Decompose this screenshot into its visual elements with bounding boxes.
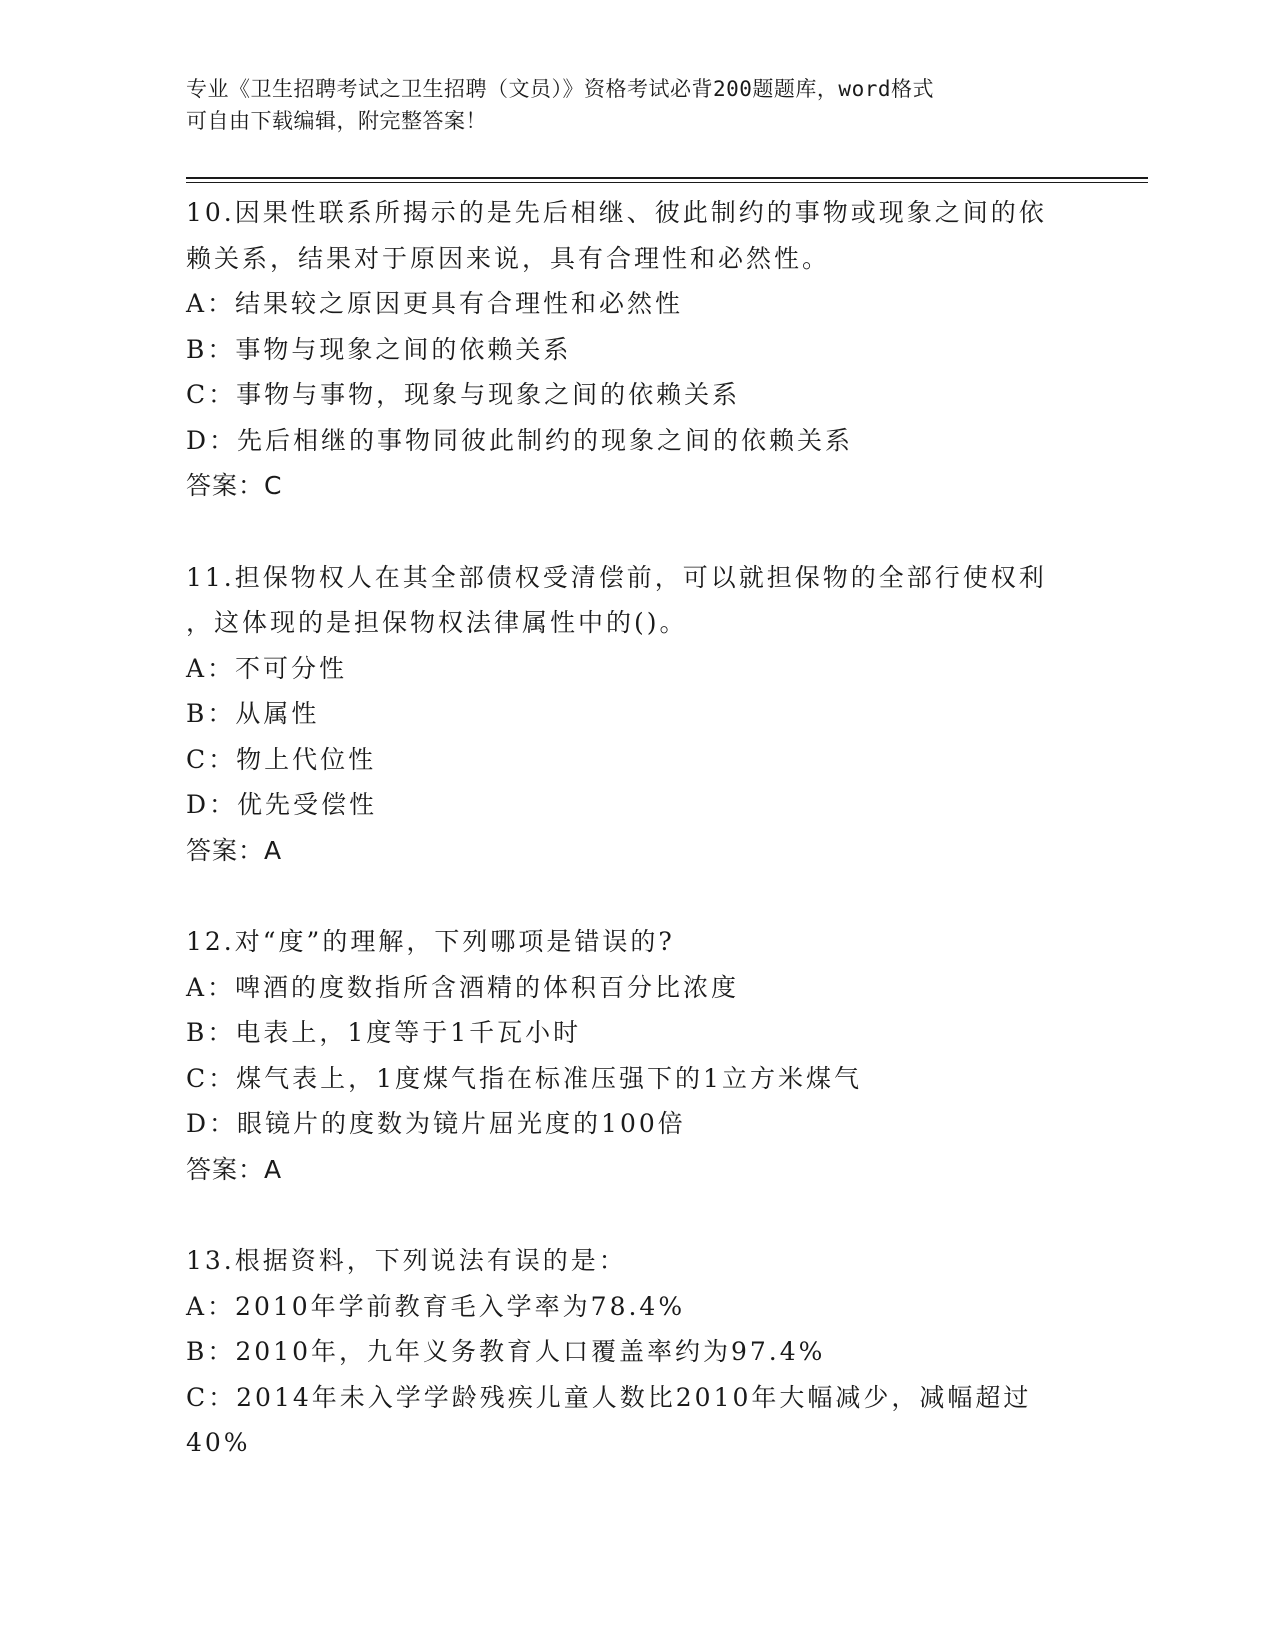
option-a: A：结果较之原因更具有合理性和必然性 bbox=[186, 289, 684, 318]
option-c: C：物上代位性 bbox=[186, 744, 377, 774]
document-header bbox=[186, 73, 1086, 137]
question-stem: 赖关系，结果对于原因来说，具有合理性和必然性。 bbox=[186, 243, 831, 273]
option-d: D：优先受偿性 bbox=[186, 790, 378, 819]
option-b: B：2010年，九年义务教育人口覆盖率约为97.4% bbox=[186, 1337, 826, 1366]
option-c: C：2014年未入学学龄残疾儿童人数比2010年大幅减少，减幅超过 bbox=[186, 1382, 1032, 1412]
question-stem: 10.因果性联系所揭示的是先后相继、彼此制约的事物或现象之间的依 bbox=[186, 198, 1047, 227]
header-divider bbox=[186, 177, 1148, 179]
option-c: C：事物与事物，现象与现象之间的依赖关系 bbox=[186, 380, 741, 409]
option-a: A：啤酒的度数指所含酒精的体积百分比浓度 bbox=[186, 972, 740, 1002]
header-divider-thin bbox=[186, 182, 1148, 183]
header-line: 可自由下载编辑，附完整答案！ bbox=[186, 109, 487, 133]
option-a: A：2010年学前教育毛入学率为78.4% bbox=[186, 1291, 686, 1321]
question-10 bbox=[186, 190, 1086, 509]
question-stem: 12.对“度”的理解，下列哪项是错误的? bbox=[186, 927, 675, 956]
answer-line: 答案：A bbox=[186, 835, 283, 865]
option-c-continued: 40% bbox=[186, 1428, 251, 1457]
option-a: A：不可分性 bbox=[186, 653, 348, 683]
header-line: 专业《卫生招聘考试之卫生招聘（文员）》资格考试必背200题题库，word格式 bbox=[186, 77, 934, 101]
question-stem: 11.担保物权人在其全部债权受清偿前，可以就担保物的全部行使权利 bbox=[186, 562, 1047, 592]
question-list bbox=[186, 190, 1086, 1512]
option-c: C：煤气表上，1度煤气指在标准压强下的1立方米煤气 bbox=[186, 1063, 862, 1093]
answer-line: 答案：A bbox=[186, 1154, 283, 1184]
question-stem: ，这体现的是担保物权法律属性中的()。 bbox=[186, 608, 688, 637]
option-b: B：电表上，1度等于1千瓦小时 bbox=[186, 1018, 582, 1047]
option-b: B：事物与现象之间的依赖关系 bbox=[186, 334, 572, 364]
answer-line: 答案：C bbox=[186, 471, 283, 500]
question-12 bbox=[186, 919, 1086, 1192]
option-d: D：眼镜片的度数为镜片屈光度的100倍 bbox=[186, 1109, 686, 1138]
question-stem: 13.根据资料，下列说法有误的是： bbox=[186, 1246, 627, 1275]
question-11 bbox=[186, 555, 1086, 874]
question-13 bbox=[186, 1238, 1086, 1466]
option-b: B：从属性 bbox=[186, 699, 320, 728]
option-d: D：先后相继的事物同彼此制约的现象之间的依赖关系 bbox=[186, 425, 854, 455]
